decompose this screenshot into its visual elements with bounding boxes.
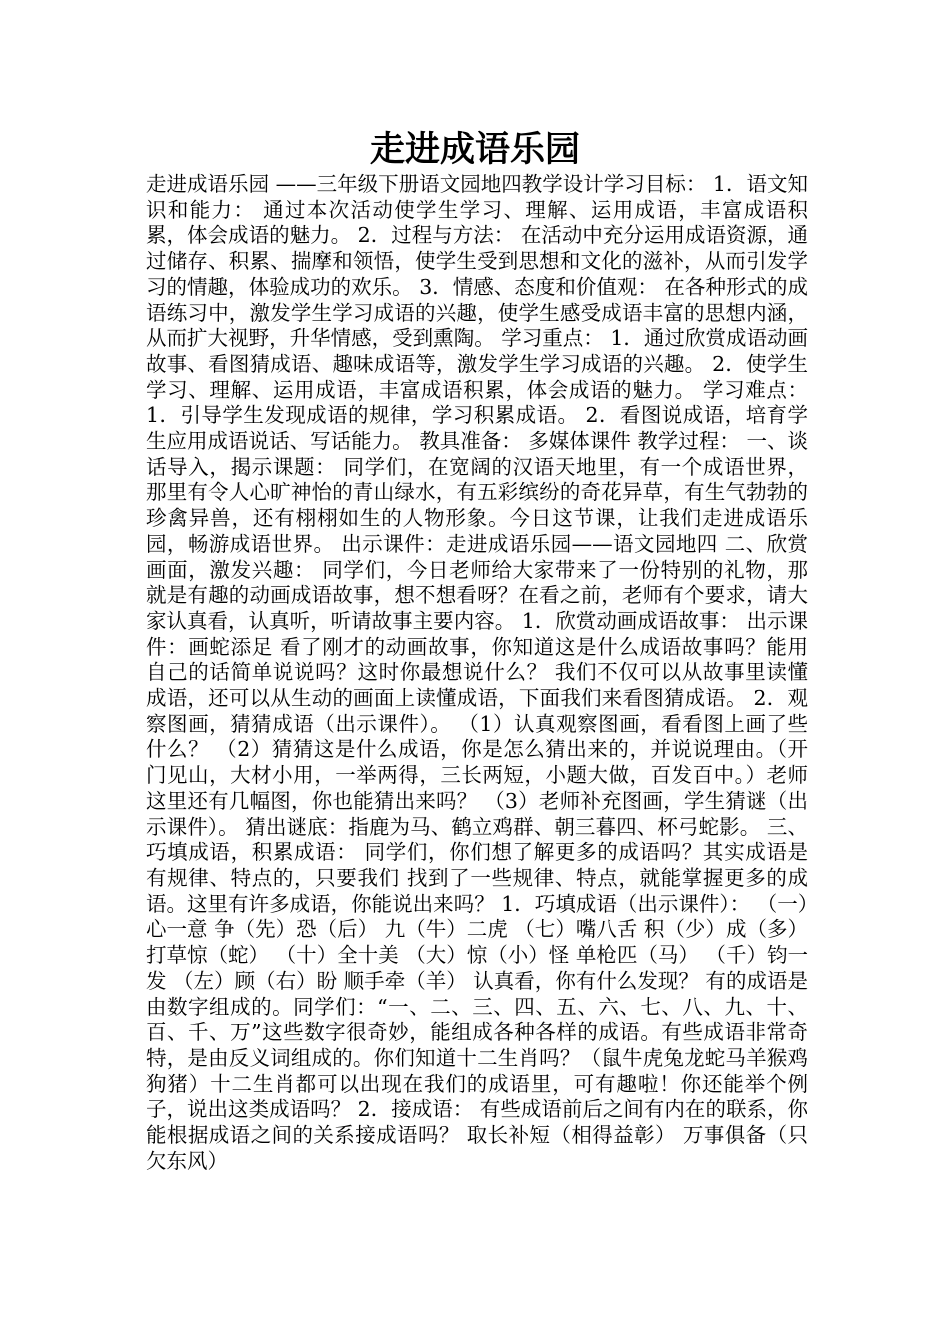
document-body-text: 走进成语乐园 ——三年级下册语文园地四教学设计学习目标： 1．语文知识和能力： 通过本次活动使学生学习、理解、运用成语，丰富成语积累，体会成语的魅力。 2．过程与方法： 在活动中充分运用成语资源，通过储存、积累、揣摩和领悟，使学生受到思想和文化的滋补，从而引发学习的情趣，体验成功的欢乐。 3．情感、态度和价值观： 在各种形式的成语练习中，激发学生学习成语的兴趣，使学生感受成语丰富的思想内涵，从而扩大视野，升华情感，受到熏陶。 学习重点： 1．通过欣赏成语动画故事、看图猜成语、趣味成语等，激发学生学习成语的兴趣。 2．使学生学习、理解、运用成语，丰富成语积累，体会成语的魅力。 学习难点： 1．引导学生发现成语的规律，学习积累成语。 2．看图说成语，培育学生应用成语说话、写话能力。 教具准备： 多媒体课件 教学过程： 一、谈话导入，揭示课题： 同学们，在宽阔的汉语天地里，有一个成语世界，那里有令人心旷神怡的青山绿水，有五彩缤纷的奇花异草，有生气勃勃的珍禽异兽，还有栩栩如生的人物形象。今日这节课，让我们走进成语乐园，畅游成语世界。 出示课件：走进成语乐园——语文园地四 二、欣赏画面，激发兴趣： 同学们，今日老师给大家带来了一份特别的礼物，那就是有趣的动画成语故事，想不想看呀？在看之前，老师有个要求，请大家认真看，认真听，听请故事主要内容。 1．欣赏动画成语故事： 出示课件：画蛇添足 看了刚才的动画故事，你知道这是什么成语故事吗？能用自己的话简单说说吗？这时你最想说什么？ 我们不仅可以从故事里读懂成语，还可以从生动的画面上读懂成语，下面我们来看图猜成语。 2．观察图画，猜猜成语（出示课件）。 （1）认真观察图画，看看图上画了些什么？ （2）猜猜这是什么成语，你是怎么猜出来的，并说说理由。（开门见山，大材小用，一举两得，三长两短，小题大做，百发百中。）老师这里还有几幅图，你也能猜出来吗？ （3）老师补充图画，学生猜谜（出示课件）。 猜出谜底：指鹿为马、鹤立鸡群、朝三暮四、杯弓蛇影。 三、巧填成语，积累成语： 同学们，你们想了解更多的成语吗？其实成语是有规律、特点的，只要我们 找到了一些规律、特点，就能掌握更多的成语。这里有许多成语，你能说出来吗？ 1．巧填成语（出示课件）： （一）心一意 争（先）恐（后） 九（牛）二虎 （七）嘴八舌 积（少）成（多） 打草惊（蛇） （十）全十美 （大）惊（小）怪 单枪匹（马） （千）钧一发 （左）顾（右）盼 顺手牵（羊） 认真看，你有什么发现？ 有的成语是由数字组成的。同学们：“一、二、三、四、五、六、七、八、九、十、百、千、万”这些数字很奇妙，能组成各种各样的成语。有些成语非常奇特，是由反义词组成的。你们知道十二生肖吗？（鼠牛虎兔龙蛇马羊猴鸡狗猪）十二生肖都可以出现在我们的成语里，可有趣啦！你还能举个例子，说出这类成语吗？ 2．接成语： 有些成语前后之间有内在的联系，你能根据成语之间的关系接成语吗？ 取长补短（相得益彰） 万事俱备（只欠东风）	[146, 172, 808, 1173]
document-title: 走进成语乐园	[369, 130, 580, 170]
